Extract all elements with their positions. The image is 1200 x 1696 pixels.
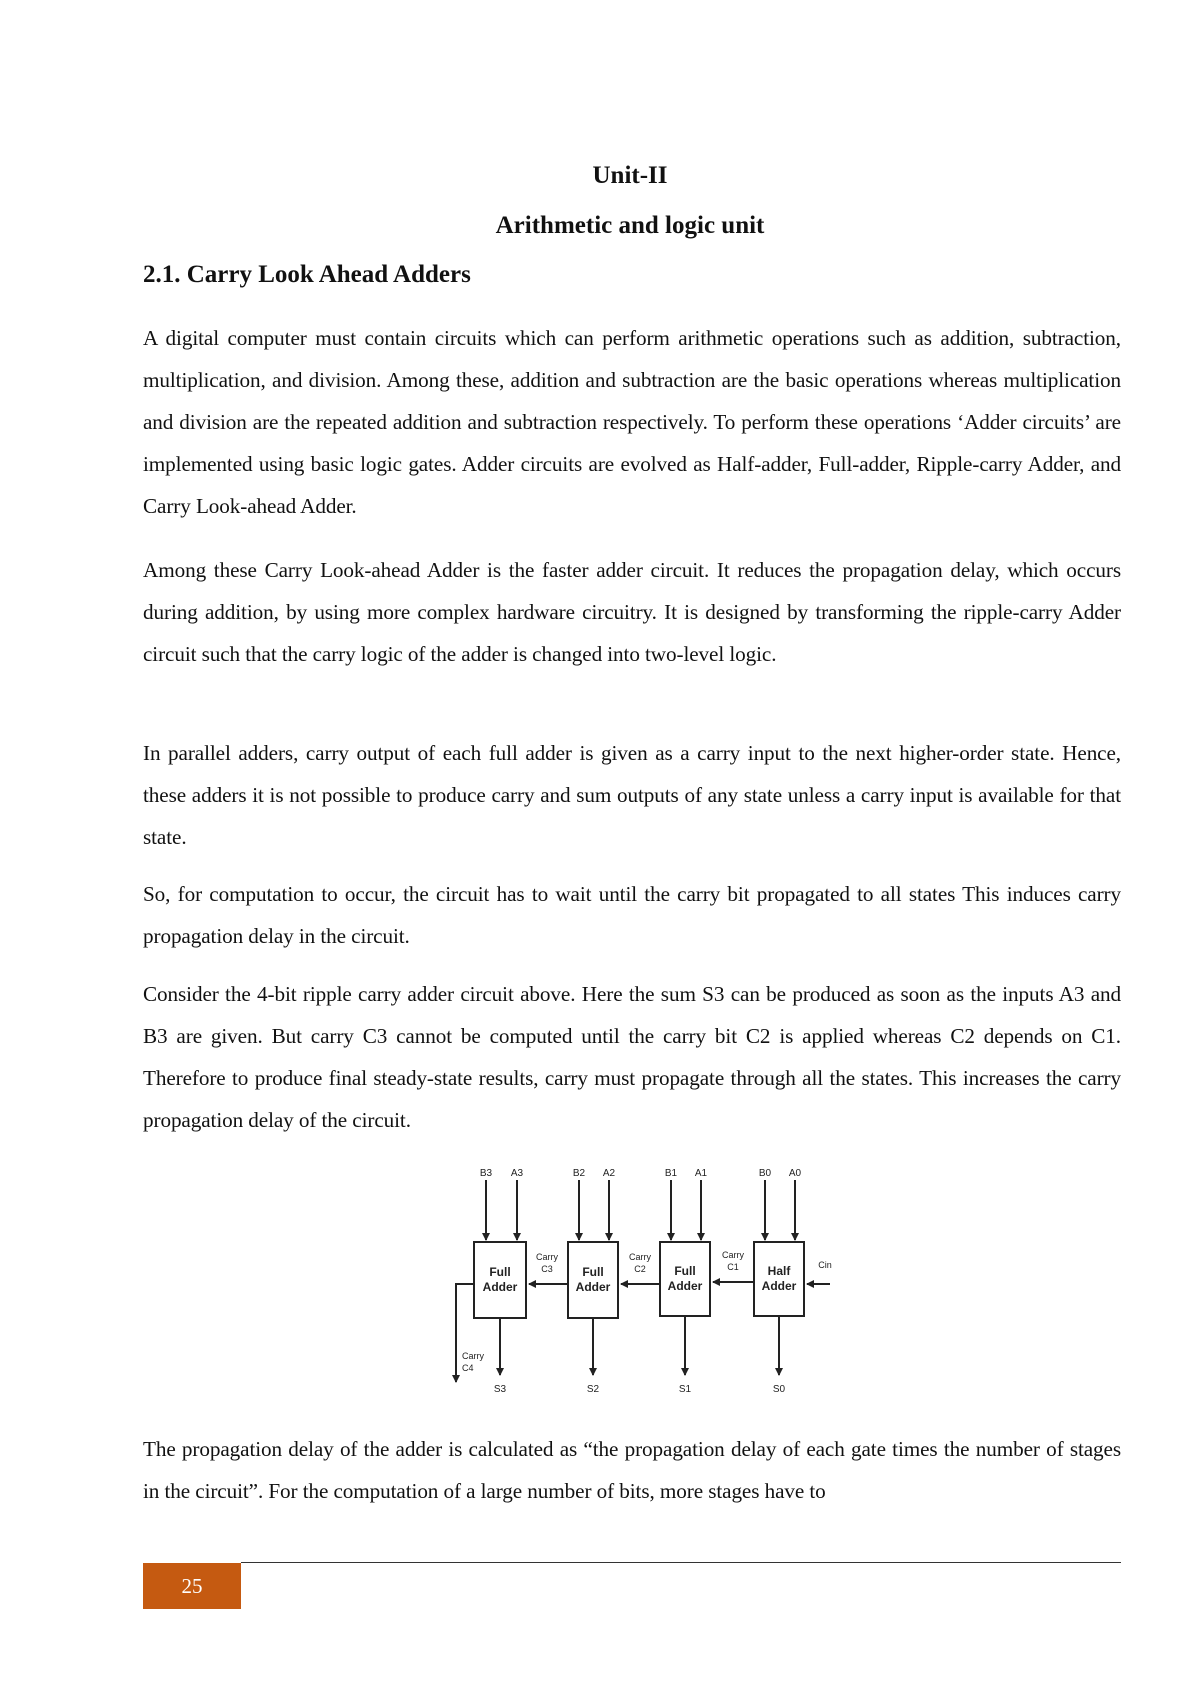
input-b0-label: B0 xyxy=(758,1168,772,1179)
adder-label-line1: Full xyxy=(582,1265,604,1279)
full-adder-block-1 xyxy=(660,1168,710,1395)
carry-c4-word: Carry xyxy=(462,1351,484,1361)
carry-c1-word: Carry xyxy=(722,1250,744,1260)
carry-in-label: Cin xyxy=(818,1260,832,1270)
carry-c1-label: C1 xyxy=(727,1262,739,1272)
adder-label-line2: Adder xyxy=(482,1280,518,1294)
paragraph-propagation-delay: The propagation delay of the adder is calculated as “the propagation delay of each gate times the number of stages in the circuit”. For the computation of a large number of bits, more stages have to xyxy=(143,1437,1121,1503)
unit-subtitle: Arithmetic and logic unit xyxy=(495,212,765,239)
adder-label-line1: Full xyxy=(674,1264,696,1278)
carry-c1-link xyxy=(713,1250,754,1282)
paragraph-parallel-adders: In parallel adders, carry output of each full adder is given as a carry input to the next higher-order state. Hence, these adders it is not possible to produce carry and sum outputs of any state unless a carry input is available for that state. xyxy=(143,741,1121,849)
full-adder-block-2 xyxy=(568,1168,618,1395)
input-a2-label: A2 xyxy=(602,1168,616,1179)
adder-label-line2: Adder xyxy=(667,1279,703,1293)
sum-s2-label: S2 xyxy=(586,1384,600,1395)
paragraph-carry-lookahead: Among these Carry Look-ahead Adder is the faster adder circuit. It reduces the propagation delay, which occurs during addition, by using more complex hardware circuitry. It is designed by transforming the ripple-carry Adder circuit such that the carry logic of the adder is changed into two-level logic. xyxy=(143,558,1121,666)
ripple-carry-adder-diagram xyxy=(450,1160,850,1400)
adder-label-line1: Half xyxy=(767,1264,791,1278)
input-a0-label: A0 xyxy=(788,1168,802,1179)
carry-c2-link xyxy=(621,1252,660,1284)
paragraph-ripple-example: Consider the 4-bit ripple carry adder circuit above. Here the sum S3 can be produced as soon as the inputs A3 and B3 are given. But carry C3 cannot be computed until the carry bit C2 is applied whereas C2 depends on C1. Therefore to produce final steady-state results, carry must propagate through all the states. This increases the carry propagation delay of the circuit. xyxy=(143,982,1121,1132)
input-b1-label: B1 xyxy=(664,1168,678,1179)
paragraph-propagation-wait: So, for computation to occur, the circuit has to wait until the carry bit propagated to all states This induces carry propagation delay in the circuit. xyxy=(143,882,1121,948)
sum-s0-label: S0 xyxy=(772,1384,786,1395)
adder-label-line2: Adder xyxy=(761,1279,797,1293)
section-heading: 2.1. Carry Look Ahead Adders xyxy=(143,261,471,288)
carry-c3-word: Carry xyxy=(536,1252,558,1262)
page-number: 25 xyxy=(143,1563,241,1609)
unit-title: Unit-II xyxy=(592,162,668,189)
paragraph-adder-intro: A digital computer must contain circuits which can perform arithmetic operations such as addition, subtraction, multiplication, and division. Among these, addition and subtraction are the basic operations whereas multiplication and division are the repeated addition and subtraction respectively. To perform these operations ‘Adder circuits’ are implemented using basic logic gates. Adder circuits are evolved as Half-adder, Full-adder, Ripple-carry Adder, and Carry Look-ahead Adder. xyxy=(143,326,1121,518)
input-b2-label: B2 xyxy=(572,1168,586,1179)
sum-s1-label: S1 xyxy=(678,1384,692,1395)
adder-label-line2: Adder xyxy=(575,1280,611,1294)
input-a3-label: A3 xyxy=(510,1168,524,1179)
input-a1-label: A1 xyxy=(694,1168,708,1179)
carry-c3-label: C3 xyxy=(541,1264,553,1274)
carry-c4-label: C4 xyxy=(462,1363,474,1373)
carry-c2-label: C2 xyxy=(634,1264,646,1274)
adder-label-line1: Full xyxy=(489,1265,511,1279)
carry-in-link xyxy=(807,1260,832,1284)
half-adder-block-0 xyxy=(754,1168,804,1395)
footer-rule xyxy=(241,1562,1121,1563)
carry-c3-link xyxy=(529,1252,568,1284)
sum-s3-label: S3 xyxy=(493,1384,507,1395)
input-b3-label: B3 xyxy=(479,1168,493,1179)
carry-c2-word: Carry xyxy=(629,1252,651,1262)
